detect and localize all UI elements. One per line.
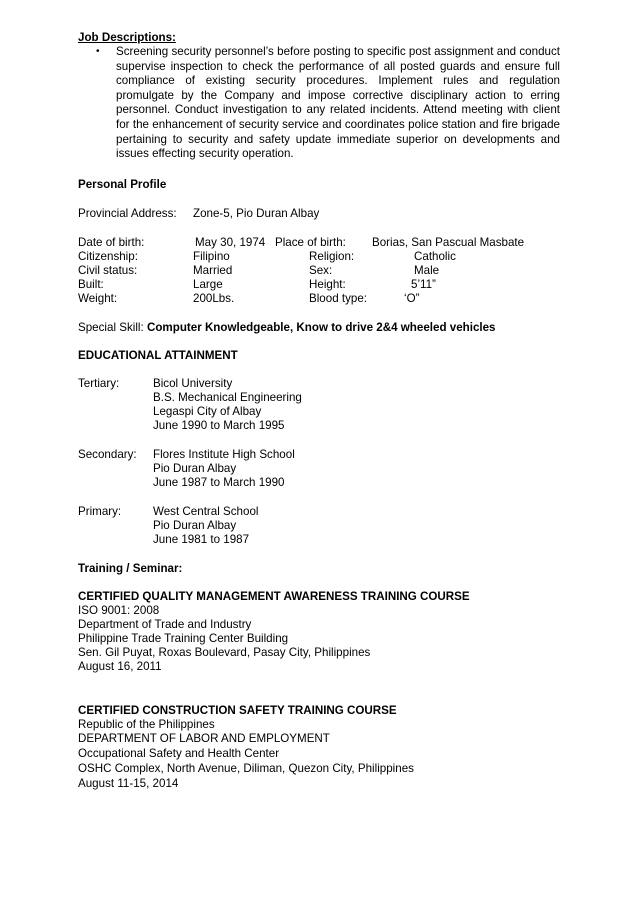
primary-location: Pio Duran Albay: [153, 519, 237, 532]
job-descriptions-heading: Job Descriptions:: [78, 31, 176, 44]
weight-label: Weight:: [78, 292, 118, 305]
religion-label: Religion:: [309, 250, 355, 263]
course1-line: ISO 9001: 2008: [78, 604, 160, 617]
primary-dates: June 1981 to 1987: [153, 533, 250, 546]
tertiary-dates: June 1990 to March 1995: [153, 419, 285, 432]
tertiary-course: B.S. Mechanical Engineering: [153, 391, 302, 404]
job-description-text: Screening security personnel’s before posting to specific post assignment and conduct supervise inspection to check the performance of all posted guards and ensure full compliance of existing security procedures. Implement rules and regulation promulgate by the Company and impose corrective disciplinary action to erring personnel. Conduct investigation to any related incidents. Attend meeting with client for the enhancement of security service and coordinates police station and fire brigade pertaining to security and safety update immediate superior on developments and issues effecting security operation.: [116, 45, 560, 161]
course2-line: Republic of the Philippines: [78, 718, 215, 731]
citizenship-label: Citizenship:: [78, 250, 138, 263]
tertiary-label: Tertiary:: [78, 377, 120, 390]
course1-date: August 16, 2011: [78, 660, 162, 673]
blood-type-label: Blood type:: [309, 292, 368, 305]
weight-value: 200Lbs.: [193, 292, 235, 305]
provincial-address-label: Provincial Address:: [78, 207, 177, 220]
primary-school: West Central School: [153, 505, 259, 518]
tertiary-location: Legaspi City of Albay: [153, 405, 262, 418]
course2-line: OSHC Complex, North Avenue, Diliman, Quezon City, Philippines: [78, 762, 414, 775]
course2-line: DEPARTMENT OF LABOR AND EMPLOYMENT: [78, 732, 330, 745]
special-skill-line: [78, 320, 496, 335]
course1-line: Department of Trade and Industry: [78, 618, 252, 631]
education-heading: EDUCATIONAL ATTAINMENT: [78, 349, 238, 362]
height-value: 5’11”: [411, 278, 436, 291]
built-value: Large: [193, 278, 223, 291]
course2-line: Occupational Safety and Health Center: [78, 747, 280, 760]
course1-line: Philippine Trade Training Center Building: [78, 632, 289, 645]
course2-date: August 11-15, 2014: [78, 777, 179, 790]
training-heading: Training / Seminar:: [78, 562, 183, 575]
special-skill-label: Special Skill:: [78, 321, 144, 334]
tertiary-school: Bicol University: [153, 377, 233, 390]
height-label: Height:: [309, 278, 346, 291]
course1-line: Sen. Gil Puyat, Roxas Boulevard, Pasay City, Philippines: [78, 646, 371, 659]
secondary-location: Pio Duran Albay: [153, 462, 237, 475]
secondary-school: Flores Institute High School: [153, 448, 295, 461]
built-label: Built:: [78, 278, 104, 291]
civil-status-label: Civil status:: [78, 264, 138, 277]
course2-title: CERTIFIED CONSTRUCTION SAFETY TRAINING COURSE: [78, 704, 397, 717]
course1-title: CERTIFIED QUALITY MANAGEMENT AWARENESS TRAINING COURSE: [78, 590, 470, 603]
dob-label: Date of birth:: [78, 236, 145, 249]
personal-profile-heading: Personal Profile: [78, 178, 167, 191]
dob-value: May 30, 1974: [195, 236, 266, 249]
secondary-dates: June 1987 to March 1990: [153, 476, 285, 489]
secondary-label: Secondary:: [78, 448, 137, 461]
special-skill-value: Computer Knowledgeable, Know to drive 2&4 wheeled vehicles: [146, 321, 496, 334]
civil-status-value: Married: [193, 264, 233, 277]
citizenship-value: Filipino: [193, 250, 230, 263]
blood-type-value: ‘O”: [404, 292, 420, 305]
primary-label: Primary:: [78, 505, 122, 518]
pob-value: Borias, San Pascual Masbate: [372, 236, 525, 249]
pob-label: Place of birth:: [275, 236, 346, 249]
religion-value: Catholic: [414, 250, 456, 263]
bullet-icon: •: [96, 46, 100, 57]
sex-label: Sex:: [309, 264, 333, 277]
provincial-address-value: Zone-5, Pio Duran Albay: [193, 207, 320, 220]
sex-value: Male: [414, 264, 440, 277]
